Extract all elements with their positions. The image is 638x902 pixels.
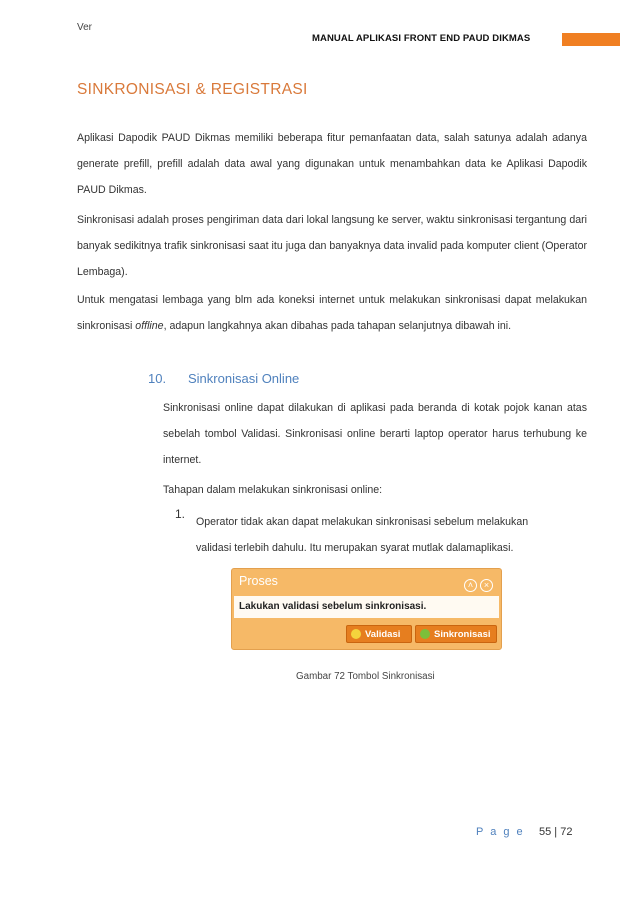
page-number: 55 | 72 xyxy=(539,826,573,838)
validasi-button[interactable] xyxy=(346,625,412,643)
subsection-paragraph-1: Sinkronisasi online dapat dilakukan di aplikasi pada beranda di kotak pojok kanan atas sebelah tombol Validasi. Sinkronisasi online berarti laptop operator harus terhubung ke internet. xyxy=(163,402,587,466)
validasi-button-label: Validasi xyxy=(365,629,401,640)
subsection-number: 10. xyxy=(148,371,167,386)
paragraph-2: Sinkronisasi adalah proses pengiriman data dari lokal langsung ke server, waktu sinkronisasi tergantung dari banyak sedikitnya trafik sinkronisasi saat itu juga dan banyaknya data invalid pada komputer client (Operator Lembaga). xyxy=(77,214,587,278)
document-header-title: MANUAL APLIKASI FRONT END PAUD DIKMAS xyxy=(312,33,531,44)
dialog-body xyxy=(234,596,499,618)
dialog-icons xyxy=(461,575,493,593)
version-label: Ver xyxy=(77,22,93,33)
subsection-title: Sinkronisasi Online xyxy=(188,371,300,386)
list-item-number: 1. xyxy=(175,507,186,521)
sync-icon xyxy=(420,629,430,639)
paragraph-1: Aplikasi Dapodik PAUD Dikmas memiliki beberapa fitur pemanfaatan data, salah satunya adalah adanya generate prefill, prefill adalah data awal yang digunakan untuk menambahkan data ke Aplikasi Dapodik PAUD Dikmas. xyxy=(77,132,587,196)
close-icon[interactable]: × xyxy=(480,579,493,592)
subsection-paragraph-2: Tahapan dalam melakukan sinkronisasi online: xyxy=(163,484,383,496)
validasi-icon xyxy=(351,629,361,639)
header-accent-bar xyxy=(562,33,620,46)
proses-dialog xyxy=(231,568,502,650)
paragraph-3-text-start: Untuk mengatasi lembaga yang blm ada koneksi internet untuk melakukan sinkronisasi dapat melakukan sinkronisasi xyxy=(77,294,587,332)
collapse-icon[interactable]: ˄ xyxy=(464,579,477,592)
list-item-text: Operator tidak akan dapat melakukan sinkronisasi sebelum melakukan validasi terlebih dahulu. Itu merupakan syarat mutlak dalamaplikasi. xyxy=(196,516,529,554)
offline-emphasis: offline xyxy=(135,320,164,332)
section-title: SINKRONISASI & REGISTRASI xyxy=(77,81,308,98)
sinkronisasi-button-label: Sinkronisasi xyxy=(434,629,491,640)
paragraph-3-text-end: , adapun langkahnya akan dibahas pada tahapan selanjutnya dibawah ini. xyxy=(163,320,512,332)
figure-caption: Gambar 72 Tombol Sinkronisasi xyxy=(296,671,435,682)
page-label: P a g e xyxy=(476,826,525,838)
dialog-message: Lakukan validasi sebelum sinkronisasi. xyxy=(239,601,427,612)
dialog-title: Proses xyxy=(239,574,278,588)
sinkronisasi-button[interactable] xyxy=(415,625,497,643)
paragraph-3 xyxy=(77,287,587,339)
